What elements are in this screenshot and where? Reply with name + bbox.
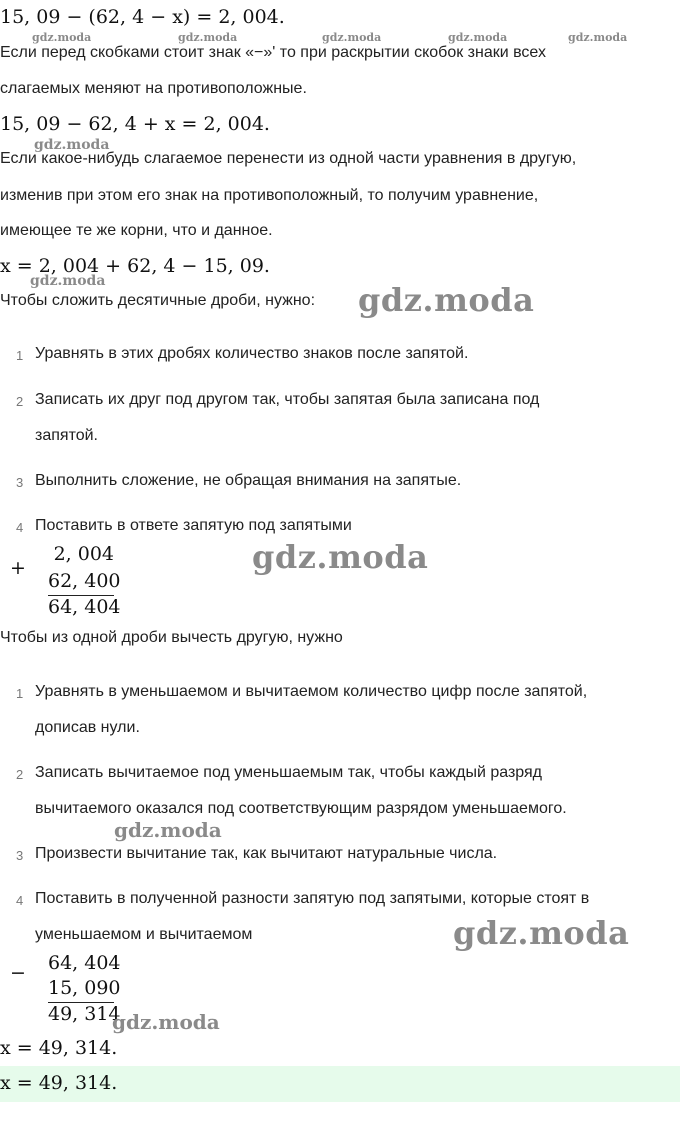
- subtraction-subtrahend: 15, 090: [48, 977, 121, 999]
- watermark: gdz.moda: [114, 818, 222, 842]
- final-answer: x = 49, 314.: [0, 1072, 118, 1094]
- rule-text-brackets-line2: слагаемых меняют на противоположные.: [0, 80, 307, 97]
- watermark: gdz.moda: [32, 31, 92, 44]
- watermark: gdz.moda: [358, 281, 535, 319]
- addition-step-number: 4: [16, 520, 24, 535]
- addition-sign: +: [10, 557, 26, 579]
- addition-step-text: Уравнять в этих дробях количество знаков после запятой.: [35, 345, 469, 362]
- addition-step-text: Записать их друг под другом так, чтобы запятая была записана под: [35, 391, 540, 408]
- watermark: gdz.moda: [34, 137, 110, 153]
- subtraction-step-number: 3: [16, 848, 24, 863]
- addition-step-number: 2: [16, 394, 24, 409]
- watermark: gdz.moda: [252, 538, 429, 576]
- subtraction-step-text: Поставить в полученной разности запятую под запятыми, которые стоят в: [35, 890, 590, 907]
- addition-step-text: запятой.: [35, 427, 98, 444]
- subtraction-step-number: 1: [16, 686, 24, 701]
- subtraction-intro: Чтобы из одной дроби вычесть другую, нужно: [0, 629, 343, 646]
- watermark: gdz.moda: [448, 31, 508, 44]
- subtraction-step-text: дописав нули.: [35, 719, 140, 736]
- addition-step-text: Выполнить сложение, не обращая внимания на запятые.: [35, 472, 462, 489]
- rule-text-transfer-line1: Если какое-нибудь слагаемое перенести из одной части уравнения в другую,: [0, 150, 577, 167]
- subtraction-minuend: 64, 404: [48, 952, 121, 974]
- watermark: gdz.moda: [112, 1010, 220, 1034]
- addition-operand-top: 2, 004: [53, 543, 114, 565]
- subtraction-sign: −: [10, 962, 26, 984]
- subtraction-step-text: Записать вычитаемое под уменьшаемым так, чтобы каждый разряд: [35, 764, 543, 781]
- addition-step-text: Поставить в ответе запятую под запятыми: [35, 517, 352, 534]
- watermark: gdz.moda: [178, 31, 238, 44]
- watermark: gdz.moda: [30, 273, 106, 289]
- subtraction-step-number: 4: [16, 893, 24, 908]
- equation-2: 15, 09 − 62, 4 + x = 2, 004.: [0, 113, 270, 135]
- subtraction-step-text: вычитаемого оказался под соответствующим разрядом уменьшаемого.: [35, 800, 567, 817]
- addition-step-number: 1: [16, 348, 24, 363]
- equation-3: x = 2, 004 + 62, 4 − 15, 09.: [0, 255, 270, 277]
- addition-result: 64, 404: [48, 596, 121, 618]
- rule-text-transfer-line2: изменив при этом его знак на противоположный, то получим уравнение,: [0, 187, 539, 204]
- watermark: gdz.moda: [453, 914, 630, 952]
- watermark: gdz.moda: [568, 31, 628, 44]
- addition-operand-bottom: 62, 400: [48, 570, 121, 592]
- watermark: gdz.moda: [322, 31, 382, 44]
- equation-1: 15, 09 − (62, 4 − x) = 2, 004.: [0, 6, 285, 28]
- subtraction-step-number: 2: [16, 767, 24, 782]
- subtraction-step-text: уменьшаемом и вычитаемом: [35, 926, 253, 943]
- subtraction-step-text: Произвести вычитание так, как вычитают натуральные числа.: [35, 845, 498, 862]
- result-equation: x = 49, 314.: [0, 1037, 118, 1059]
- addition-step-number: 3: [16, 475, 24, 490]
- rule-text-transfer-line3: имеющее те же корни, что и данное.: [0, 222, 273, 239]
- subtraction-step-text: Уравнять в уменьшаемом и вычитаемом количество цифр после запятой,: [35, 683, 588, 700]
- subtraction-result: 49, 314: [48, 1003, 121, 1025]
- rule-text-brackets-line1: Если перед скобками стоит знак «−»' то при раскрытии скобок знаки всех: [0, 44, 546, 61]
- addition-intro: Чтобы сложить десятичные дроби, нужно:: [0, 292, 316, 309]
